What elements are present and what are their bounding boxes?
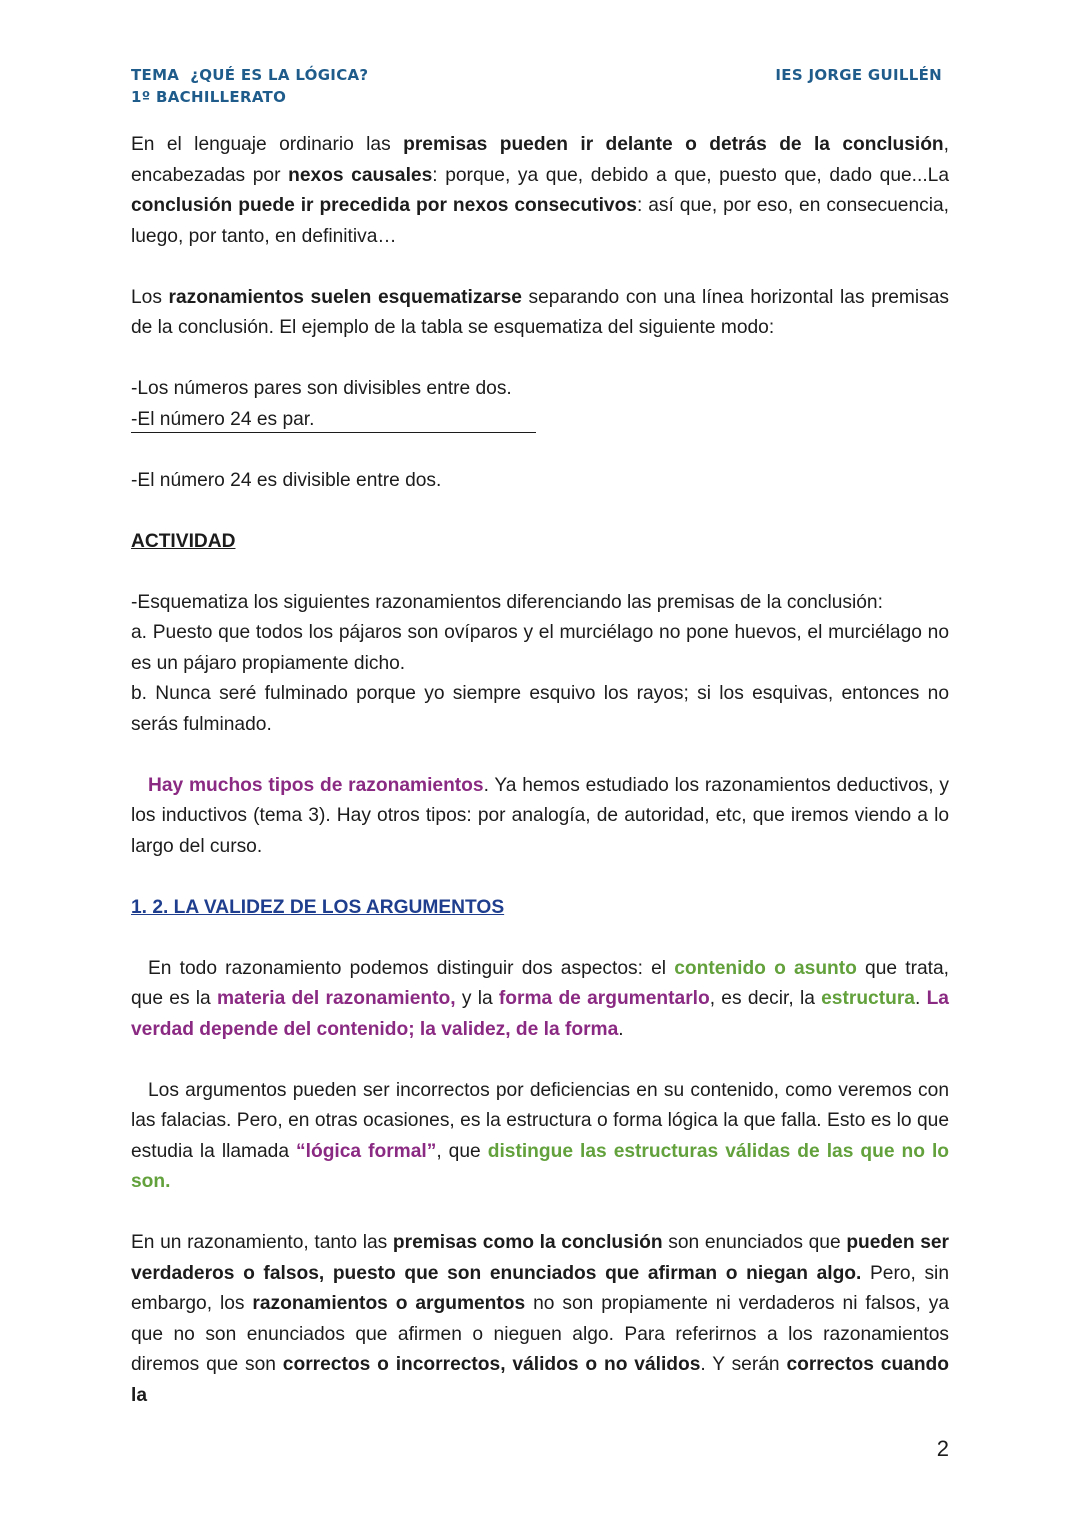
scheme-premise-2 — [131, 405, 949, 436]
bold-text: pueden ser verdaderos o falsos, puesto que son enunciados que afirman o niegan algo. — [131, 1232, 950, 1284]
text: y la — [455, 988, 499, 1009]
text: : porque, ya que, debido a que, puesto que, dado que...La — [432, 164, 950, 186]
highlight-text: Hay muchos tipos de razonamientos — [148, 774, 484, 796]
highlight-text: forma de argumentarlo — [498, 988, 710, 1009]
paragraph-nexos — [131, 130, 949, 252]
paragraph-aspectos — [131, 954, 949, 1046]
bold-text: razonamientos suelen esquematizarse — [168, 286, 522, 308]
bold-text: correctos cuando la — [131, 1354, 949, 1406]
text: . Y serán — [700, 1354, 787, 1375]
highlight-text: materia del razonamiento, — [217, 988, 456, 1009]
activity-intro: -Esquematiza los siguientes razonamientos diferenciando las premisas de la conclusión: — [131, 591, 883, 613]
scheme-conclusion: -El número 24 es divisible entre dos. — [131, 469, 442, 491]
text: , es decir, la — [709, 988, 822, 1009]
highlight-text: estructura — [821, 988, 915, 1009]
bold-text: correctos o incorrectos, válidos o no válidos — [282, 1354, 701, 1375]
bold-text: nexos causales — [288, 164, 433, 186]
text: Los argumentos pueden ser incorrectos por deficiencias en su contenido, como veremos con las falacias. Pero, en otras ocasiones, es la estructura o forma lógica la que falla. Esto es lo que estudia la llamada — [131, 1079, 949, 1162]
section-title: 1. 2. LA VALIDEZ DE LOS ARGUMENTOS — [131, 896, 505, 918]
header-topic: TEMA ¿QUÉ ES LA LÓGICA? — [131, 66, 369, 84]
text: . — [618, 1018, 624, 1040]
text: En el lenguaje ordinario las — [131, 134, 404, 155]
text: separando con una línea horizontal las premisas de la conclusión. El ejemplo de la tabla se esquematiza del siguiente modo: — [131, 286, 949, 338]
header-course: 1º BACHILLERATO — [131, 88, 287, 106]
header-school: IES JORGE GUILLÉN — [775, 66, 942, 84]
text: , encabezadas por — [131, 134, 949, 186]
highlight-text: contenido o asunto — [674, 957, 857, 979]
highlight-text: distingue las estructuras válidas de las que no lo son. — [131, 1140, 950, 1192]
page-body — [131, 130, 949, 1411]
highlight-text: “lógica formal” — [296, 1140, 437, 1162]
bold-text: premisas como la conclusión — [392, 1232, 663, 1253]
text: : así que, por eso, en consecuencia, luego, por tanto, en definitiva… — [131, 195, 949, 247]
bold-text: premisas pueden ir delante o detrás de la conclusión — [403, 134, 944, 155]
text: En un razonamiento, tanto las — [131, 1232, 393, 1253]
bold-text: razonamientos o argumentos — [252, 1293, 526, 1314]
activity-item-a: a. Puesto que todos los pájaros son ovíparos y el murciélago no pone huevos, el murciélago no es un pájaro propiamente dicho. — [131, 622, 949, 674]
text: que trata, que es la — [131, 957, 949, 1009]
bold-text: conclusión puede ir precedida por nexos consecutivos — [131, 195, 637, 216]
activity-item-b: b. Nunca seré fulminado porque yo siempre esquivo los rayos; si los esquivas, entonces no serás fulminado. — [131, 683, 949, 735]
header-left — [131, 64, 368, 108]
text: Los — [131, 286, 169, 308]
text: no son propiamente ni verdaderos ni falsos, ya que no son enunciados que afirmen o nieguen algo. Para referirnos a los razonamientos diremos que son — [131, 1293, 950, 1375]
paragraph-esquema — [131, 283, 949, 344]
text: son enunciados que — [662, 1232, 847, 1253]
paragraph-logica-formal — [131, 1076, 949, 1198]
text: Pero, sin embargo, los — [131, 1262, 949, 1314]
activity-title: ACTIVIDAD — [131, 530, 236, 552]
page-number: 2 — [936, 1436, 949, 1461]
paragraph-tipos — [131, 771, 949, 863]
scheme-premise-1: -Los números pares son divisibles entre dos. — [131, 378, 512, 399]
text: . Ya hemos estudiado los razonamientos deductivos, y los inductivos (tema 3). Hay otros tipos: por analogía, de autoridad, etc, que iremos viendo a lo largo del curso. — [131, 774, 949, 857]
scheme-line: -El número 24 es par. — [131, 408, 536, 433]
text: En todo razonamiento podemos distinguir dos aspectos: el — [148, 957, 675, 979]
paragraph-verdad-validez — [131, 1228, 949, 1411]
text: . — [914, 988, 927, 1009]
highlight-text: La verdad depende del contenido; la validez, de la forma — [131, 988, 949, 1040]
text: , que — [436, 1140, 488, 1162]
